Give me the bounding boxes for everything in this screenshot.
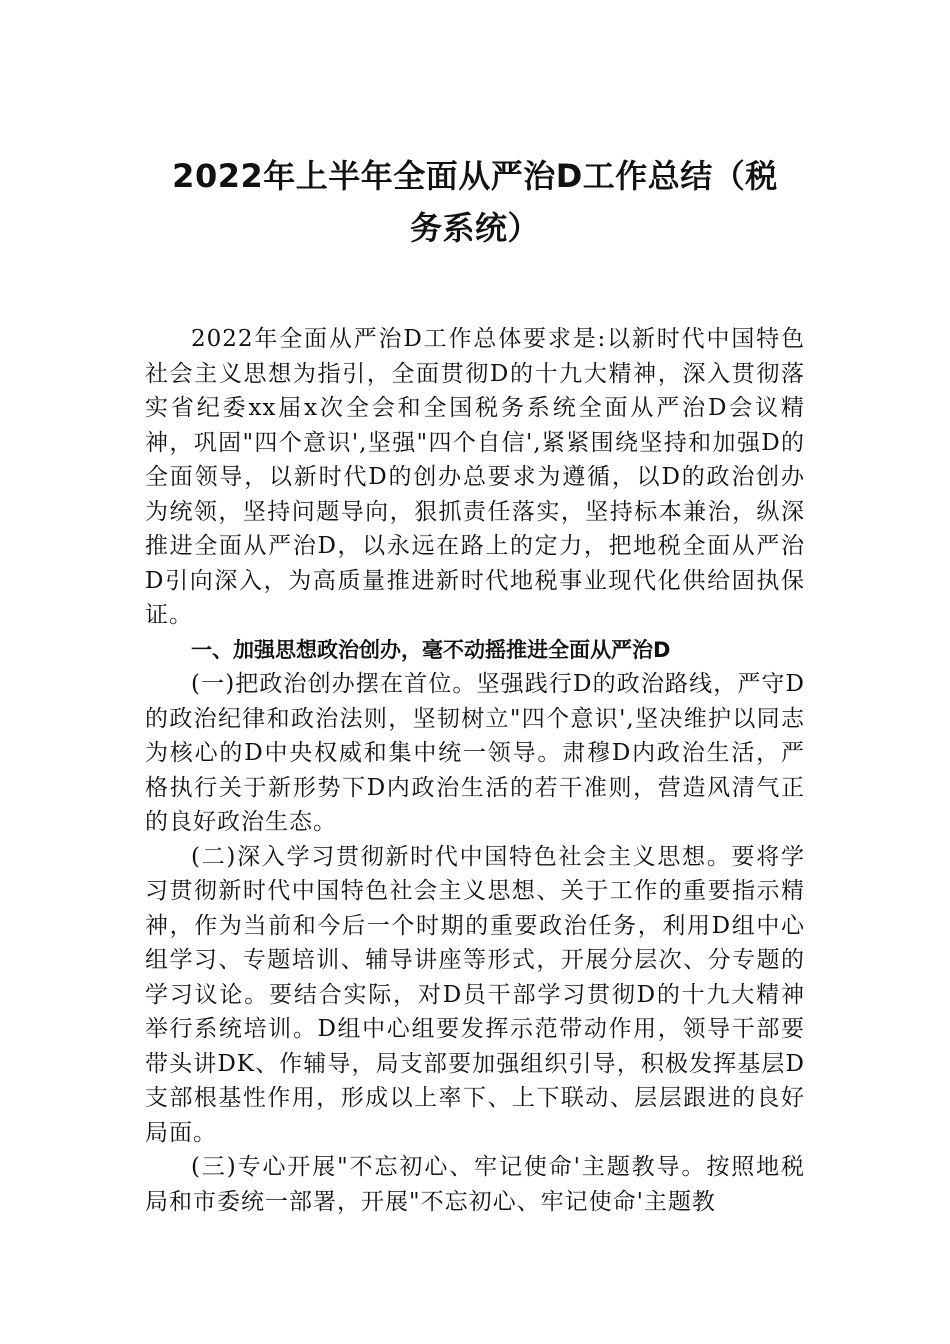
title-line-2: 务系统）: [409, 209, 540, 247]
paragraph-item-3: (三)专心开展"不忘初心、牢记使命'主题教导。按照地税局和市委统一部署，开展"不忘初心、牢记使命'主题教: [145, 1154, 805, 1215]
title-line-1: 2022年上半年全面从严治D工作总结（税: [172, 157, 778, 195]
document-body: [145, 322, 805, 1219]
paragraph-item-2: (二)深入学习贯彻新时代中国特色社会主义思想。要将学习贯彻新时代中国特色社会主义思想、关于工作的重要指示精神，作为当前和今后一个时期的重要政治任务，利用D组中心组学习、专题培训、辅导讲座等形式，开展分层次、分专题的学习议论。要结合实际，对D员干部学习贯彻D的十九大精神举行系统培训。D组中心组要发挥示范带动作用，领导干部要带头讲DK、作辅导，局支部要加强组织引导，积极发挥基层D支部根基性作用，形成以上率下、上下联动、层层跟进的良好局面。: [145, 843, 805, 1146]
intro-paragraph: 2022年全面从严治D工作总体要求是:以新时代中国特色社会主义思想为指引，全面贯彻D的十九大精神，深入贯彻落实省纪委xx届x次全会和全国税务系统全面从严治D会议精神，巩固"四个意识',坚强"四个自信',紧紧围绕坚持和加强D的全面领导，以新时代D的创办总要求为遵循，以D的政治创办为统领，坚持问题导向，狠抓责任落实，坚持标本兼治，纵深推进全面从严治D，以永远在路上的定力，把地税全面从严治D引向深入，为高质量推进新时代地税事业现代化供给固执保证。: [145, 326, 805, 628]
section-heading-1: 一、加强思想政治创办，毫不动摇推进全面从严治D: [191, 637, 671, 662]
document-title: [145, 150, 805, 254]
paragraph-item-1: (一)把政治创办摆在首位。坚强践行D的政治路线，严守D的政治纪律和政治法则，坚韧树立"四个意识',坚决维护以同志为核心的D中央权威和集中统一领导。肃穆D内政治生活，严格执行关于新形势下D内政治生活的若干准则，营造风清气正的良好政治生态。: [145, 671, 805, 835]
